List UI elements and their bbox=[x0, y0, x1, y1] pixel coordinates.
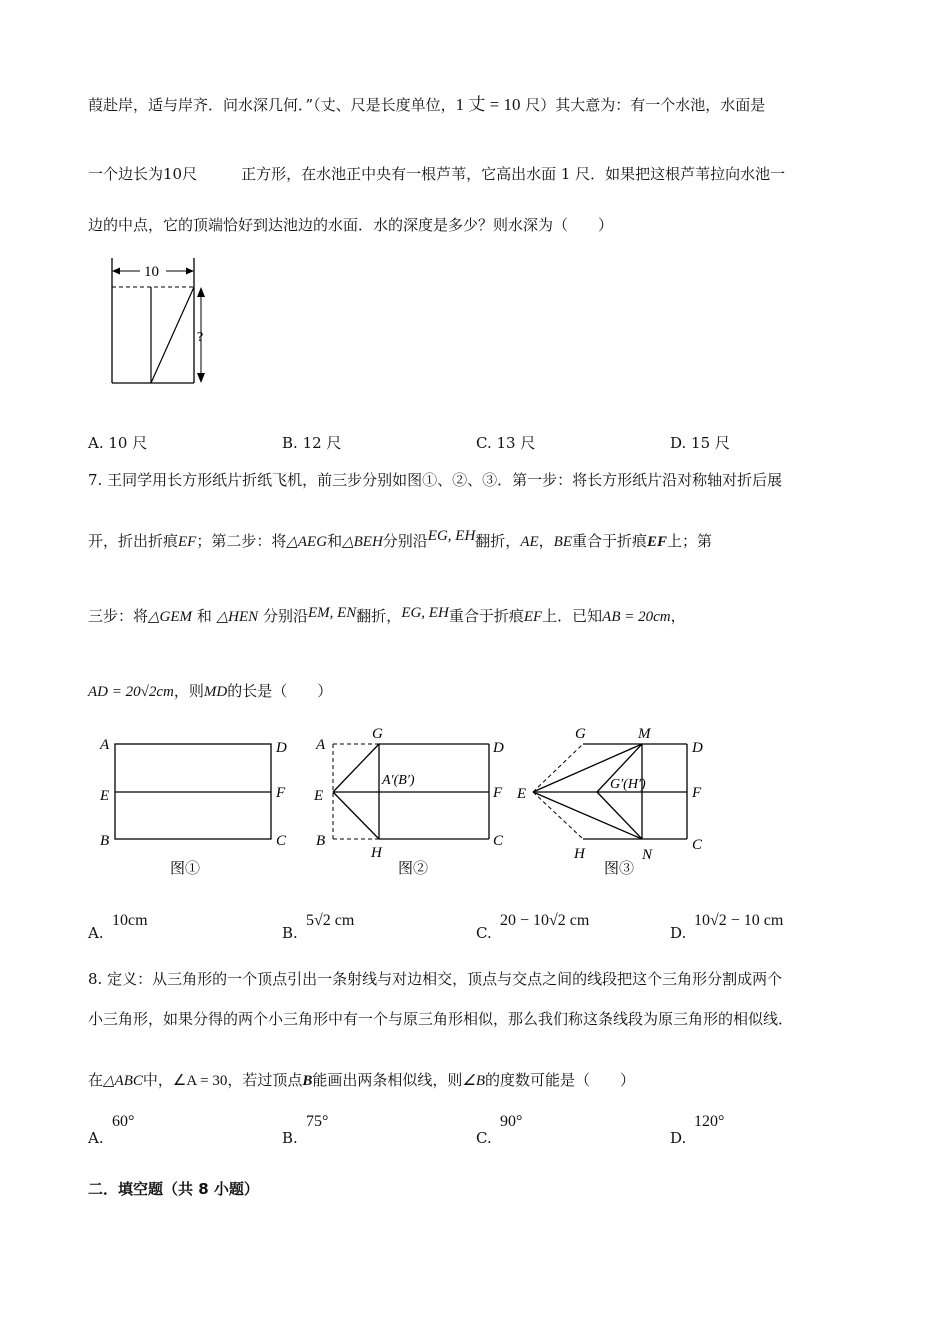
svg-text:A: A bbox=[316, 737, 326, 753]
q6-pond-figure bbox=[100, 255, 220, 390]
q6-option-a[interactable]: A. 10 尺 bbox=[88, 434, 148, 452]
svg-text:B: B bbox=[100, 833, 110, 849]
q7-line2: 开，折出折痕EF；第二步：将△AEG和△BEH分别沿EG, EH翻折，AE，BE重合于折痕EF上；第 bbox=[88, 528, 713, 550]
svg-text:G: G bbox=[575, 726, 586, 742]
q7-line1: 7. 王同学用长方形纸片折纸飞机，前三步分别如图①、②、③．第一步：将长方形纸片沿对称轴对折后展 bbox=[88, 471, 783, 489]
svg-text:D: D bbox=[692, 740, 703, 756]
svg-text:F: F bbox=[692, 785, 702, 801]
q7-option-a-value[interactable]: 10cm bbox=[112, 912, 148, 929]
svg-text:E: E bbox=[517, 786, 527, 802]
q6-option-b[interactable]: B. 12 尺 bbox=[282, 434, 342, 452]
svg-text:图③: 图③ bbox=[604, 861, 635, 877]
q8-option-d-value[interactable]: 120° bbox=[694, 1113, 725, 1130]
svg-text:H: H bbox=[574, 846, 585, 862]
q6-line2: 一个边长为10尺 正方形，在水池正中央有一根芦苇，它高出水面 1 尺．如果把这根芦苇拉向水池一 bbox=[88, 165, 786, 183]
svg-text:C: C bbox=[493, 833, 504, 849]
q6-option-c[interactable]: C. 13 尺 bbox=[476, 434, 536, 452]
q8-option-c-value[interactable]: 90° bbox=[500, 1113, 523, 1130]
q7-option-a-letter[interactable]: A. bbox=[88, 924, 104, 942]
q6-line1: 葭赴岸，适与岸齐．问水深几何．”（丈、尺是长度单位，1 丈 = 10 尺）其大意为：有一个水池，水面是 bbox=[88, 95, 766, 114]
q7-figures bbox=[90, 722, 730, 882]
q7-figure-2 bbox=[313, 726, 504, 877]
svg-text:C: C bbox=[692, 837, 703, 853]
q6-width-label: 10 bbox=[144, 264, 159, 280]
q7-figure-1 bbox=[99, 737, 287, 877]
q7-option-c-letter[interactable]: C. bbox=[476, 924, 492, 942]
svg-text:A: A bbox=[100, 737, 110, 753]
q8-line3: 在△ABC中，∠A = 30，若过顶点B能画出两条相似线，则∠B的度数可能是（ ） bbox=[88, 1071, 636, 1089]
q7-line4: AD = 20√2cm，则MD的长是（ ） bbox=[88, 682, 333, 700]
q6-depth-label: ? bbox=[197, 330, 204, 345]
q7-option-d-letter[interactable]: D. bbox=[670, 924, 687, 942]
q8-option-a-value[interactable]: 60° bbox=[112, 1113, 135, 1130]
svg-text:F: F bbox=[276, 785, 286, 801]
svg-text:C: C bbox=[276, 833, 287, 849]
q8-option-b-letter[interactable]: B. bbox=[282, 1129, 298, 1147]
svg-text:N: N bbox=[642, 847, 653, 863]
svg-text:E: E bbox=[314, 788, 324, 804]
section-2-heading: 二．填空题（共 8 小题） bbox=[88, 1180, 259, 1198]
q7-figure-3 bbox=[516, 726, 703, 877]
svg-text:M: M bbox=[638, 726, 651, 742]
svg-text:B: B bbox=[316, 833, 326, 849]
q8-line1: 8. 定义：从三角形的一个顶点引出一条射线与对边相交，顶点与交点之间的线段把这个三角形分割成两个 bbox=[88, 970, 783, 988]
q7-option-d-value[interactable]: 10√2 − 10 cm bbox=[694, 912, 784, 929]
q7-line3: 三步：将△GEM 和 △HEN 分别沿EM, EN翻折，EG, EH重合于折痕EF上．已知AB = 20cm， bbox=[88, 605, 686, 625]
q6-line3: 边的中点，它的顶端恰好到达池边的水面．水的深度是多少？则水深为（ ） bbox=[88, 216, 614, 234]
q8-option-d-letter[interactable]: D. bbox=[670, 1129, 687, 1147]
svg-text:D: D bbox=[493, 740, 504, 756]
svg-text:G: G bbox=[372, 726, 383, 742]
q8-option-b-value[interactable]: 75° bbox=[306, 1113, 329, 1130]
q7-option-b-value[interactable]: 5√2 cm bbox=[306, 912, 355, 929]
q6-option-d[interactable]: D. 15 尺 bbox=[670, 434, 730, 452]
svg-text:图①: 图① bbox=[170, 861, 201, 877]
q8-option-a-letter[interactable]: A. bbox=[88, 1129, 104, 1147]
svg-text:G′(H′): G′(H′) bbox=[610, 777, 646, 792]
svg-text:D: D bbox=[276, 740, 287, 756]
svg-text:H: H bbox=[371, 845, 382, 861]
q8-option-c-letter[interactable]: C. bbox=[476, 1129, 492, 1147]
svg-text:E: E bbox=[100, 788, 110, 804]
svg-text:F: F bbox=[493, 785, 503, 801]
q7-option-b-letter[interactable]: B. bbox=[282, 924, 298, 942]
q8-line2: 小三角形，如果分得的两个小三角形中有一个与原三角形相似，那么我们称这条线段为原三角形的相似线． bbox=[88, 1010, 794, 1028]
svg-text:A′(B′): A′(B′) bbox=[382, 773, 415, 788]
q6-unit-eq: 1 丈 = 10 bbox=[455, 95, 521, 114]
q7-option-c-value[interactable]: 20 − 10√2 cm bbox=[500, 912, 590, 929]
svg-text:图②: 图② bbox=[398, 861, 429, 877]
